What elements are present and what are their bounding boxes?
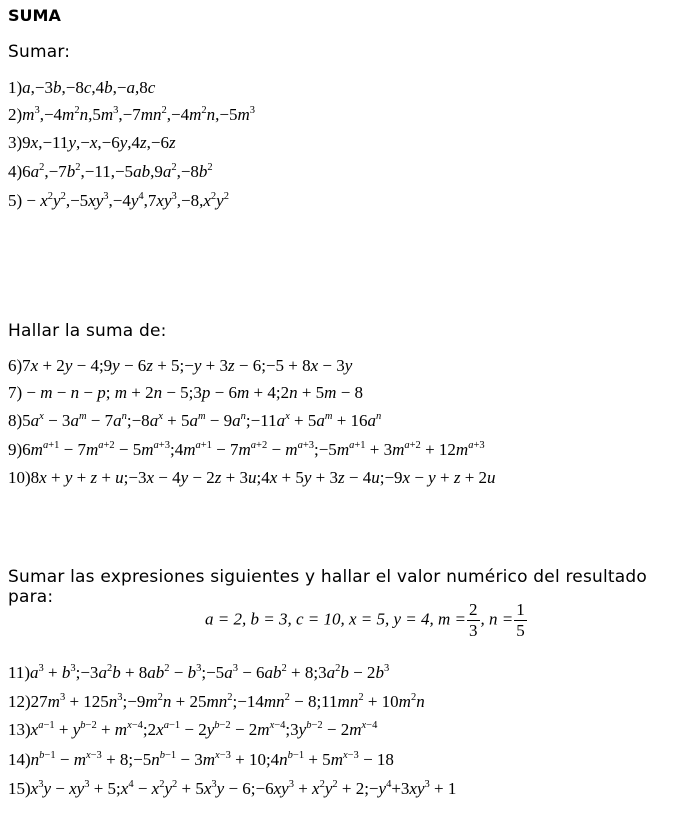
exercise-11: $11)a^3$ + $b^3;-3a^2b + 8ab^2$ − $b^3;-5a^3 - 6ab^2$ + $8;3a^2b - 2b^3$ [8,663,390,682]
page-title: SUMA [8,6,61,25]
exercise-6: 6)7x + 2y − 4;9y − 6z + 5;−y + 3z − 6;−5 + 8x − 3y [8,356,353,375]
exercise-4: $4)6a^2,-7b^2,-11,-5ab,9a^2,-8b^2$ [8,162,213,181]
values-n: , n = [480,609,514,629]
exercise-15: $15)x^3y - xy^3$ + $5;x^4 - x^2y^2 + 5x^3y$ − $6;-6xy^3 + x^2y^2$ + $2;-y^4+3xy^3 + 1$ [8,779,457,798]
exercise-14: $14)n^{b-1} - m^{x-3}$ + $8;-5n^{b-1} - 3m^{x-3}$ + $10;4n^{b-1} + 5m^{x-3} - 18$ [8,750,394,769]
exercise-5: $5) - x^2y^2,-5xy^3,-4y^4,7xy^3,-8,x^2y^2$ [8,191,229,210]
section-heading-sumar: Sumar: [8,42,71,62]
exercise-3: 3)9x,−11y,−x,−6y,4z,−6z [8,133,176,152]
exercise-13: $13)x^{a-1} + y^{b-2}$ + $m^{x-4};2x^{a-1} - 2y^{b-2}$ − $2m^{x-4};3y^{b-2} - 2m^{x-4}$ [8,720,378,739]
exercise-2: $2)m^3,-4m^2n,5m^3,-7mn^2,-4m^2n,-5m^3$ [8,105,255,124]
exercise-9: $9)6m^{a+1} - 7m^{a+2}$ − $5m^{a+3};4m^{a+1} - 7m^{a+2}$ − $m^{a+3};-5m^{a+1} + 3m^{a+2} + 12m^{a+3}$ [8,440,485,459]
exercise-12: $12)27m^3$ + $125n^3;-9m^2n$ + $25mn^2;-14mn^2$ − $8;11mn^2 + 10m^2n$ [8,692,425,711]
values-prefix: a = 2, b = 3, c = 10, x = 5, y = 4, m = [205,609,466,629]
fraction-n: $\frac{1}{5}$ [516,600,525,640]
variable-values [205,600,528,641]
section-heading-valor-numerico: Sumar las expresiones siguientes y hallar el valor numérico del resultado para: [8,567,647,607]
fraction-m: $\frac{2}{3}$ [469,600,478,640]
exercise-7: 7) − m − n − p; m + 2n − 5;3p − 6m + 4;2n + 5m − 8 [8,383,364,402]
exercise-1: 1)a,−3b,−8c,4b,−a,8c [8,78,156,97]
section-heading-hallar: Hallar la suma de: [8,321,167,341]
exercise-10: 10)8x + y + z + u;−3x − 4y − 2z + 3u;4x + 5y + 3z − 4u;−9x − y + z + 2u [8,468,496,487]
exercise-8: $8)5a^x - 3a^m$ − $7a^n;-8a^x + 5a^m$ − $9a^n;-11a^x + 5a^m + 16a^n$ [8,411,382,430]
